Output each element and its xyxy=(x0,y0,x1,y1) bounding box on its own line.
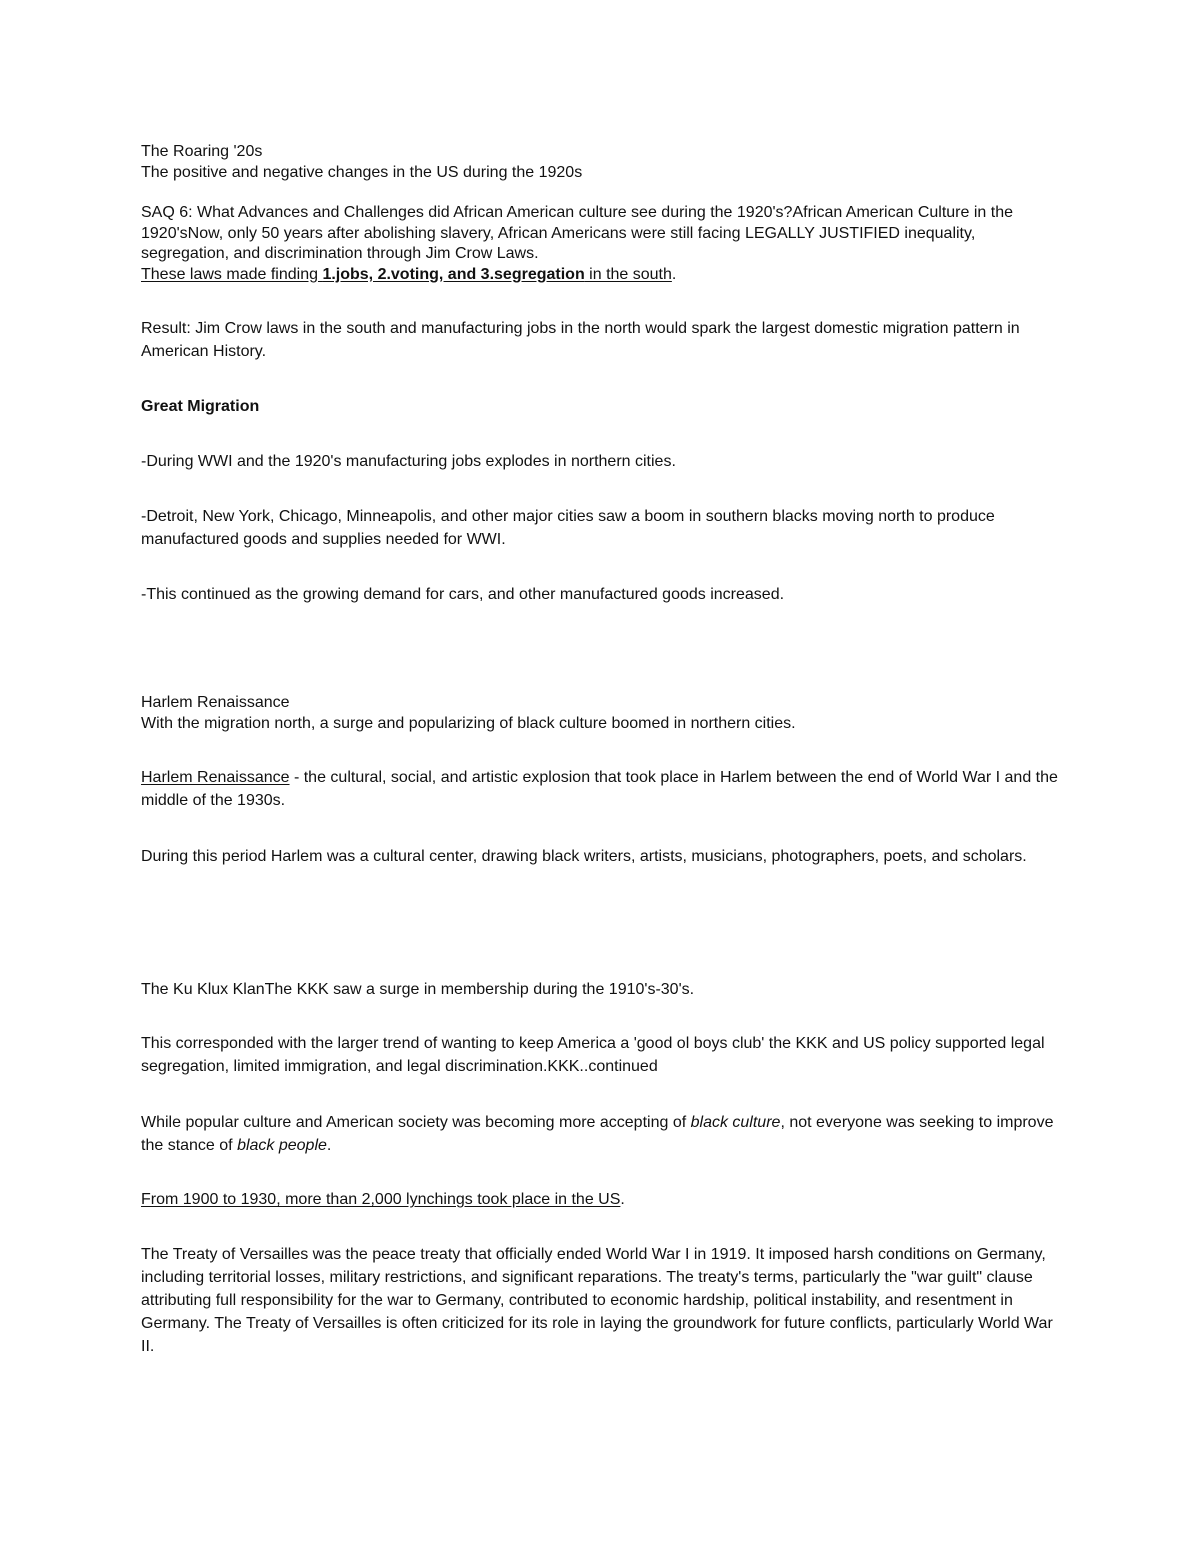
kkk-p3: While popular culture and American society was becoming more accepting of black culture, not everyone was seeking to improve the stance of black people. xyxy=(141,1114,1054,1154)
harlem-term: Harlem Renaissance xyxy=(141,769,290,786)
result-paragraph: Result: Jim Crow laws in the south and manufacturing jobs in the north would spark the largest domestic migration pattern in American History. xyxy=(141,320,1020,360)
treaty-paragraph: The Treaty of Versailles was the peace treaty that officially ended World War I in 1919. It imposed harsh conditions on Germany, including territorial losses, military restrictions, and significant reparations. The treaty's terms, particularly the "war guilt" clause attributing full responsibility for the war to Germany, contributed to economic hardship, political instability, and resentment in Germany. The Treaty of Versailles is often criticized for its role in laying the groundwork for future conflicts, particularly World War II. xyxy=(141,1246,1053,1355)
harlem-heading: Harlem Renaissance xyxy=(141,694,290,711)
kkk-p2: This corresponded with the larger trend of wanting to keep America a 'good ol boys club' the KKK and US policy supported legal segregation, limited immigration, and legal discrimination.KKK..continued xyxy=(141,1035,1045,1075)
great-migration-p1: -During WWI and the 1920's manufacturing jobs explodes in northern cities. xyxy=(141,453,676,470)
kkk-p1: The Ku Klux KlanThe KKK saw a surge in membership during the 1910's-30's. xyxy=(141,981,695,998)
laws-sentence: These laws made finding 1.jobs, 2.voting, and 3.segregation in the south xyxy=(141,265,672,283)
saq-text: SAQ 6: What Advances and Challenges did African American culture see during the 1920's?African American Culture in the 1920'sNow, only 50 years after abolishing slavery, African Americans were still facing LEGALLY JUSTIFIED inequality, segregation, and discrimination through Jim Crow Laws. xyxy=(141,204,1013,262)
page-subtitle: The positive and negative changes in the US during the 1920s xyxy=(141,164,583,181)
harlem-intro: With the migration north, a surge and popularizing of black culture boomed in northern cities. xyxy=(141,715,796,732)
black-culture-italic: black culture xyxy=(690,1114,781,1131)
great-migration-p3: -This continued as the growing demand for cars, and other manufactured goods increased. xyxy=(141,586,785,603)
page-title: The Roaring '20s xyxy=(141,143,263,160)
black-people-italic: black people xyxy=(237,1137,327,1154)
laws-bold-list: 1.jobs, 2.voting, and 3.segregation xyxy=(322,265,585,283)
harlem-p2: During this period Harlem was a cultural center, drawing black writers, artists, musicians, photographers, poets, and scholars. xyxy=(141,848,1027,865)
harlem-definition: Harlem Renaissance - the cultural, social, and artistic explosion that took place in Harlem between the end of World War I and the middle of the 1930s. xyxy=(141,769,1058,809)
great-migration-p2: -Detroit, New York, Chicago, Minneapolis, and other major cities saw a boom in southern blacks moving north to produce manufactured goods and supplies needed for WWI. xyxy=(141,508,995,548)
saq-paragraph: SAQ 6: What Advances and Challenges did African American culture see during the 1920's?African American Culture in the 1920'sNow, only 50 years after abolishing slavery, African Americans were still facing LEGALLY JUSTIFIED inequality, segregation, and discrimination through Jim Crow Laws. These laws made finding 1.jobs, 2.voting, and 3.segregation in the south. xyxy=(141,204,1013,283)
lynchings-sentence: From 1900 to 1930, more than 2,000 lynchings took place in the US. xyxy=(141,1191,625,1208)
great-migration-heading: Great Migration xyxy=(141,398,260,415)
